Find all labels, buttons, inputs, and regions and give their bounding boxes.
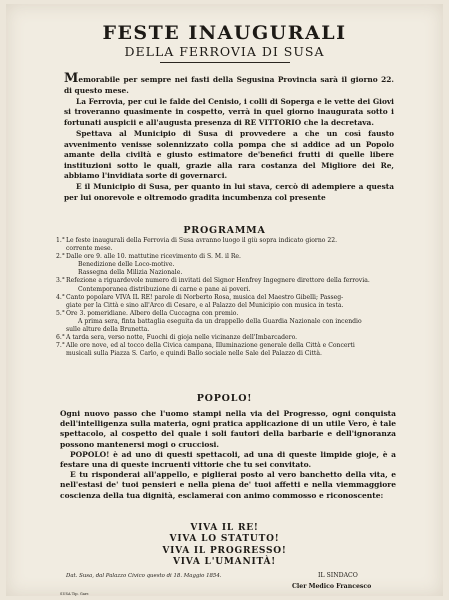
popolo-paragraph: Ogni nuovo passo che l'uomo stampi nella via del Progresso, ogni conquista dell'intelligenza sulla materia, ogni pratica applicazione di un utile Vero, è tale spettacolo, al cospetto del quale i soli fautori della barbarie e dell'ignoranza possono mantenersi mogi o crucciosi. — [60, 409, 396, 449]
programma-list — [56, 237, 398, 358]
acclamation-line: VIVA LO STATUTO! — [169, 534, 280, 545]
popolo-paragraph: E tu risponderai all'appello, e piglierai posto al vero banchetto della vita, e nell'estasi de' tuoi pensieri e nella piena de' tuoi affetti e nella viemmaggiore coscienza della tua dignità, esclamerai con animo commosso e riconoscente: — [60, 470, 396, 500]
programma-item: 2.° Dalle ore 9. alle 10. mattutine ricevimento di S. M. il Re. Benedizione delle Loco-motive. Rassegna della Milizia Nazionale. — [56, 253, 241, 277]
announcement-paragraph: La Ferrovia, per cui le falde del Cenisio, i colli di Soperga e le vette dei Giovi si troveranno quasimente in cospetto, verrà in quel giorno inaugurata sotto i fortunati auspicii e all'augusta presenza di RE VITTORIO che la decretava. — [64, 96, 394, 127]
acclamation-line: VIVA L'UMANITÀ! — [172, 556, 277, 567]
printer-imprint: SUSA Tip. Garr. — [60, 592, 90, 596]
announcement-paragraph: E il Municipio di Susa, per quanto in lui stava, cercò di adempiere a questa per lui onorevole e oltremodo gradita incumbenza col presente — [64, 182, 394, 203]
signatory-title: IL SINDACO — [318, 572, 358, 579]
date-line: Dat. Susa, dal Palazzo Civico questo di 18. Maggio 1854. — [66, 573, 222, 579]
announcement-body — [64, 71, 394, 204]
programma-item: 3.° Refezione a riguardevole numero di invitati del Signor Henfrey Ingegnere direttore della ferrovia. Contemporanea distribuzione di carne e pane ai poveri. — [56, 277, 370, 293]
popolo-body — [60, 409, 396, 501]
programma-item: 7.° Alle ore nove, ed al tocco della Civica campana, Illuminazione generale della Città e Concerti musicali sulla Piazza S. Carlo, e quindi Ballo sociale nelle Sale del Palazzo di Città. — [56, 342, 355, 358]
title-divider — [160, 62, 290, 63]
acclamation-line: VIVA IL RE! — [190, 523, 259, 533]
popolo-paragraph: POPOLO! è ad uno di questi spettacoli, ad una di queste limpide gioje, è a festare una di queste incruenti vittorie che tu sei convitato. — [60, 449, 396, 470]
programma-heading: PROGRAMMA — [183, 225, 266, 236]
programma-item: 4.° Canto popolare VIVA IL RE! parole di Norberto Rosa, musica del Maestro Gibelli; Passeg- giate per la Città e sino all'Arco di Cesare, e al Palazzo del Municipio con musica in testa. — [56, 293, 344, 309]
programma-item: 1.° Le feste inaugurali della Ferrovia di Susa avranno luogo il giù sopra indicato giorno 22. corrente mese. — [56, 237, 338, 253]
announcement-paragraph: Spettava al Municipio di Susa di provvedere a che un così fausto avvenimento venisse solennizzato colla pompa che si addice ad un Popolo amante della civiltà e giusto estimatore de'benefici frutti di quelle libere instituzioni sotto le quali, grazie alla rara costanza del Migliore dei Re, abbiamo l'invidiata sorte di governarci. — [64, 128, 394, 181]
acclamations — [0, 523, 449, 568]
announcement-paragraph: Memorabile per sempre nei fasti della Segusina Provincia sarà il giorno 22. di questo mese. — [64, 71, 394, 95]
popolo-heading: POPOLO! — [196, 393, 253, 404]
programma-item: 6.° A tarda sera, verso notte, Fuochi di gioja nelle vicinanze dell'Imbarcadero. — [56, 334, 298, 342]
acclamation-line: VIVA IL PROGRESSO! — [162, 545, 287, 556]
dropcap-letter: M — [64, 71, 79, 86]
poster-title: FESTE INAUGURALI — [102, 22, 347, 44]
programma-item: 5.° Ore 3. pomeridiane. Albero della Cuccagna con premio. A prima sera, finta battaglia eseguita da un drappello della Guardia Nazionale con incendio sulle alture della Brunetta. — [56, 309, 362, 334]
poster-subtitle: DELLA FERROVIA DI SUSA — [124, 44, 325, 59]
signatory-name: Cler Medico Francesco — [292, 583, 372, 590]
